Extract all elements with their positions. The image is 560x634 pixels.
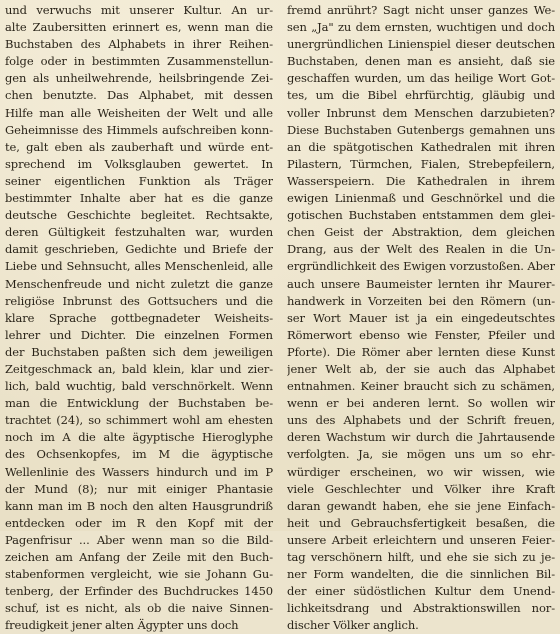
text-line: lich, bald wuchtig, bald verschnörkelt. Wenn — [5, 379, 273, 394]
text-line: entnahmen. Keiner braucht sich zu schämen, — [287, 379, 555, 394]
text-line: tenberg, der Erfinder des Buchdruckes 1450 — [5, 584, 273, 599]
text-line: lichkeitsdrang und Abstraktionswillen nor- — [287, 601, 555, 616]
text-line: fremd anrührt? Sagt nicht unser ganzes We- — [287, 3, 555, 17]
text-line: Pilastern, Türmchen, Fialen, Strebepfeilern, — [287, 156, 555, 171]
text-line: ner Form wandelten, die die sinnlichen Bil- — [287, 567, 555, 582]
text-line: Pagenfrisur ... Aber wenn man so die Bild- — [5, 532, 273, 547]
text-line: klare Sprache gottbegnadeter Weisheits- — [5, 310, 273, 325]
text-line: deren Wachstum wir durch die Jahrtausende — [287, 430, 555, 445]
text-line: Drang, aus der Welt des Realen in die Un- — [287, 242, 555, 257]
text-line: an die spätgotischen Kathedralen mit ihren — [287, 139, 555, 154]
text-line: chen Geist der Abstraktion, dem gleichen — [287, 225, 555, 240]
text-line: jener Welt ab, der sie auch das Alphabet — [287, 361, 555, 376]
text-line: entdecken oder im R den Kopf mit der — [5, 515, 273, 530]
text-line: der einer südöstlichen Kultur dem Unend- — [287, 584, 555, 599]
text-line: sen „Ja" zu dem ernsten, wuchtigen und doch — [287, 20, 555, 35]
text-line: man die Entwicklung der Buchstaben be- — [5, 396, 273, 411]
text-line: der Mund (8); nur mit einiger Phantasie — [5, 481, 273, 496]
text-line: ergründlichkeit des Ewigen vorzustoßen. Aber — [287, 259, 555, 274]
text-line: voller Inbrunst dem Menschen darzubieten? — [287, 105, 555, 120]
text-line: bestimmter Inhalte aber hat es die ganze — [5, 191, 273, 206]
text-line: Pforte). Die Römer aber lernten diese Kunst — [287, 344, 555, 359]
text-line: Geheimnisse des Himmels aufschreiben konn- — [5, 122, 273, 137]
text-line: ewigen Linienmaß und Geschnörkel und die — [287, 191, 555, 206]
text-line: viele Geschlechter und Völker ihre Kraft — [287, 481, 555, 496]
text-line: schuf, ist es nicht, als ob die naive Sinnen- — [5, 601, 273, 616]
text-line: deren Gültigkeit festzuhalten war, wurden — [5, 225, 273, 240]
text-line: verfolgten. Ja, sie mögen uns um so ehr- — [287, 447, 555, 462]
text-line: der Buchstaben paßten sich dem jeweiligen — [5, 344, 273, 359]
text-line: unsere Arbeit erleichtern und unseren Feier- — [287, 532, 555, 547]
text-line: würdiger erscheinen, wo wir wissen, wie — [287, 464, 555, 479]
text-line: kann man im B noch den alten Hausgrundriß — [5, 498, 273, 513]
text-line: uns des Alphabets und der Schrift freuen, — [287, 413, 555, 428]
text-line: Liebe und Sehnsucht, alles Menschenleid, alle — [5, 259, 273, 274]
text-line: tes, um die Bibel ehrfürchtig, gläubig und — [287, 88, 555, 103]
text-line: Römerwort ebenso wie Fenster, Pfeiler und — [287, 327, 555, 342]
text-line: gen als unheilwehrende, heilsbringende Zei- — [5, 71, 273, 86]
text-line: unergründlichen Linienspiel dieser deutschen — [287, 37, 555, 52]
text-line: gotischen Buchstaben entstammen dem glei- — [287, 208, 555, 223]
text-line: tag verschönern hilft, und ehe sie sich zu je- — [287, 550, 555, 564]
text-line: Zeitgeschmack an, bald klein, klar und zier- — [5, 361, 273, 376]
text-line: Buchstaben des Alphabets in ihrer Reihen- — [5, 37, 273, 52]
text-column-right — [287, 2, 555, 634]
text-line: stabenformen vergleicht, wie sie Johann Gu- — [5, 567, 273, 582]
text-line: deutsche Geschichte begleitet. Rechtsakte, — [5, 208, 273, 223]
text-line: des Ochsenkopfes, im M die ägyptische — [5, 447, 273, 462]
text-line: auch unsere Baumeister lernten ihr Maurer- — [287, 276, 555, 291]
text-line: trachtet (24), so schimmert wohl am ehesten — [5, 413, 273, 428]
text-line: Menschenfreude und nicht zuletzt die ganze — [5, 276, 273, 291]
text-line: Diese Buchstaben Gutenbergs gemahnen uns — [287, 122, 555, 137]
text-line: chen benutzte. Das Alphabet, mit dessen — [5, 88, 273, 103]
text-line: wenn er bei anderen lernt. So wollen wir — [287, 396, 555, 411]
text-line: zeichen am Anfang der Zeile mit den Buch- — [5, 550, 273, 564]
text-line: heit und Gebrauchsfertigkeit besaßen, die — [287, 515, 555, 530]
text-line: noch im A die alte ägyptische Hieroglyphe — [5, 430, 273, 445]
text-line: daran gewandt haben, ehe sie jene Einfach- — [287, 498, 555, 513]
text-line: sprechend im Volksglauben gewertet. In — [5, 156, 273, 171]
text-line: alte Zaubersitten erinnert es, wenn man die — [5, 20, 273, 35]
text-line: discher Völker anglich. — [287, 618, 419, 633]
text-line: freudigkeit jener alten Ägypter uns doch — [5, 618, 239, 633]
text-line: Wasserspeiern. Die Kathedralen in ihrem — [287, 173, 555, 188]
text-line: ser Wort Mauer ist ja ein eingedeutschtes — [287, 310, 555, 325]
text-line: lehrer und Dichter. Die einzelnen Formen — [5, 327, 273, 342]
text-line: und verwuchs mit unserer Kultur. An ur- — [5, 3, 273, 17]
text-line: Hilfe man alle Weisheiten der Welt und alle — [5, 105, 273, 120]
text-line: handwerk in Vorzeiten bei den Römern (un- — [287, 293, 555, 308]
text-line: folge oder in bestimmten Zusammenstellun- — [5, 54, 273, 69]
text-line: Buchstaben, denen man es ansieht, daß sie — [287, 54, 555, 69]
text-line: religiöse Inbrunst des Gottsuchers und die — [5, 293, 273, 308]
text-line: damit geschrieben, Gedichte und Briefe der — [5, 242, 273, 257]
text-line: seiner eigentlichen Funktion als Träger — [5, 173, 273, 188]
text-line: geschaffen wurden, um das heilige Wort Got- — [287, 71, 555, 86]
text-line: Wellenlinie des Wassers hindurch und im P — [5, 464, 273, 479]
text-column-left — [5, 2, 273, 634]
text-line: te, galt eben als zauberhaft und würde ent- — [5, 139, 273, 154]
